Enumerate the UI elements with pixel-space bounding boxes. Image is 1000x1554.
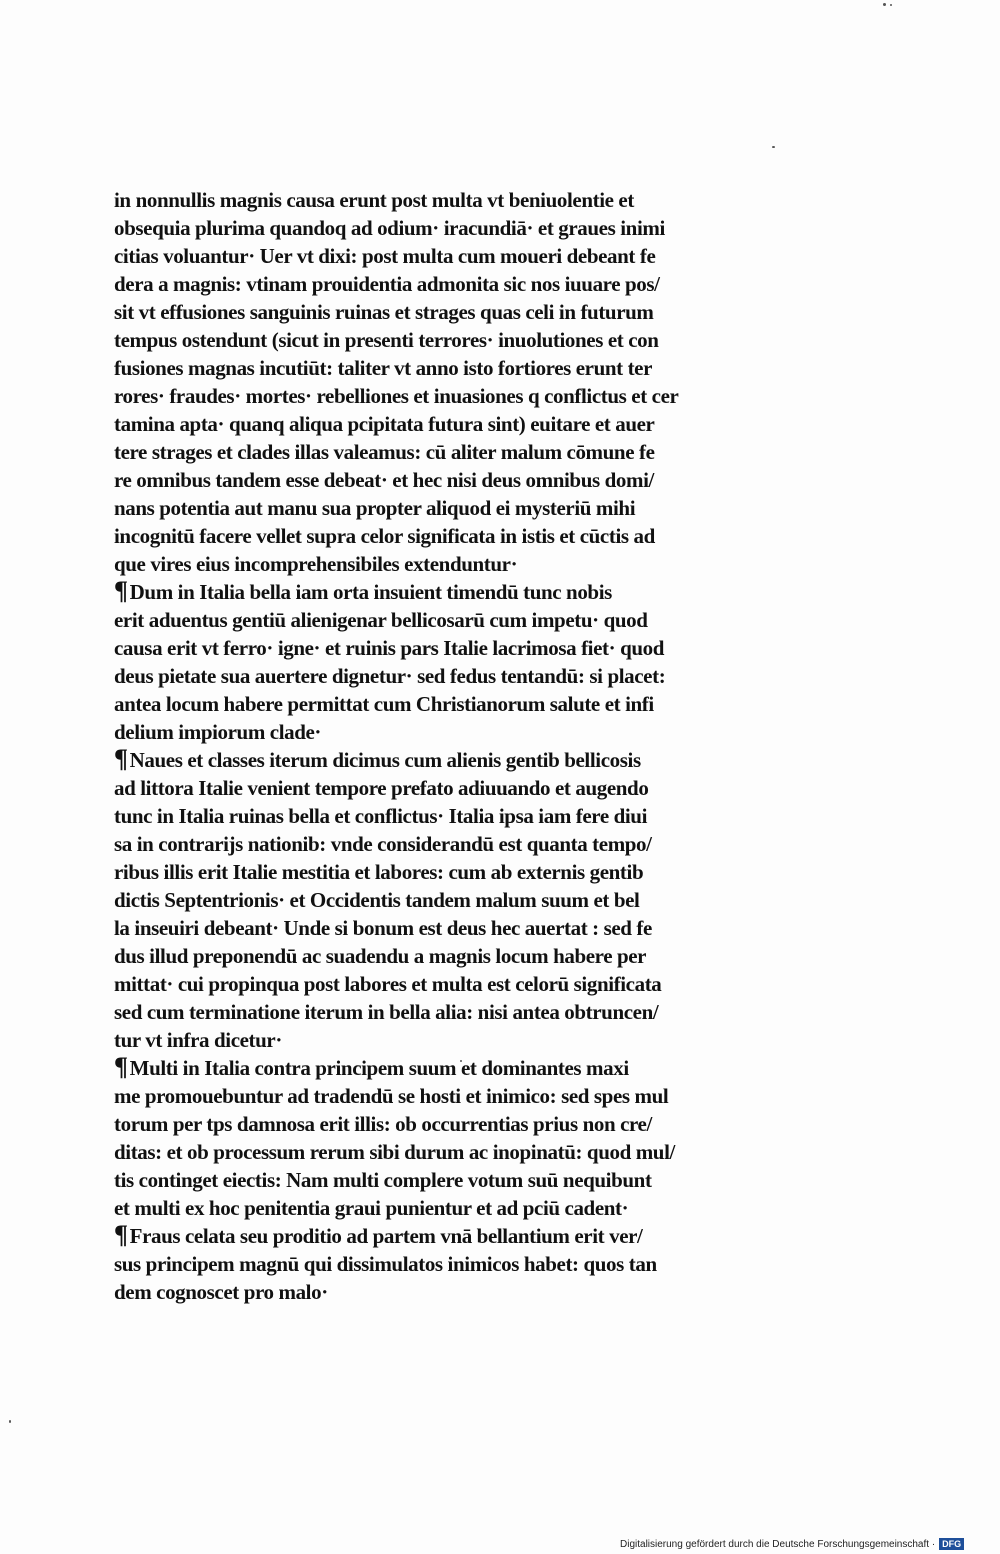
text-line: obsequia plurima quandoq ad odium· iracundiā· et graues inimi [114,216,665,240]
text-line: ditas: et ob processum rerum sibi durum ac inopinatū: quod mul/ [114,1140,675,1164]
text-line: deus pietate sua auertere dignetur· sed fedus tentandū: si placet: [114,664,666,688]
digitization-footer [620,1537,964,1551]
text-line: rores· fraudes· mortes· rebelliones et inuasiones q conflictus et cer [114,384,679,408]
dfg-logo-icon: DFG [939,1538,964,1550]
text-line: dem cognoscet pro malo· [114,1280,328,1304]
scan-speck [772,146,775,148]
text-line: ribus illis erit Italie mestitia et labores: cum ab externis gentib [114,860,644,884]
text-line: erit aduentus gentiū alienigenar bellicosarū cum impetu· quod [114,608,648,632]
paragraph-mark-icon: ¶ [114,1054,128,1081]
text-line: ad littora Italie venient tempore prefato adiuuando et augendo [114,776,649,800]
paragraph-start-line [114,1054,834,1082]
text-line: in nonnullis magnis causa erunt post multa vt beniuolentie et [114,188,634,212]
scan-speck [9,1420,11,1423]
text-line: incognitū facere vellet supra celor significata in istis et cūctis ad [114,524,655,548]
scan-speck [883,3,886,6]
footer-text: Digitalisierung gefördert durch die Deutsche Forschungsgemeinschaft · [620,1538,936,1550]
text-line: fusiones magnas incutiūt: taliter vt anno isto fortiores erunt ter [114,356,653,380]
text-line: tamina apta· quanq aliqua pcipitata futura sint) euitare et auer [114,412,655,436]
text-line: citias voluantur· Uer vt dixi: post multa cum moueri debeant fe [114,244,656,268]
text-line: delium impiorum clade· [114,720,322,744]
text-line: tempus ostendunt (sicut in presenti terrores· inuolutiones et con [114,328,659,352]
text-line: me promouebuntur ad tradendū se hosti et inimico: sed spes mul [114,1084,669,1108]
text-line: Fraus celata seu proditio ad partem vnā bellantium erit ver/ [129,1224,643,1248]
text-line: mittat· cui propinqua post labores et multa est celorū significata [114,972,662,996]
text-line: nans potentia aut manu sua propter aliquod ei mysteriū mihi [114,496,636,520]
text-line: tere strages et clades illas valeamus: cū aliter malum cōmune fe [114,440,655,464]
text-line: antea locum habere permittat cum Christianorum salute et infi [114,692,654,716]
text-line: et multi ex hoc penitentia graui punientur et ad pciū cadent· [114,1196,629,1220]
text-line: tis continget eiectis: Nam multi complere votum suū nequibunt [114,1168,652,1192]
text-line: sit vt effusiones sanguinis ruinas et strages quas celi in futurum [114,300,654,324]
paragraph-start-line [114,746,834,774]
text-line: sed cum terminatione iterum in bella alia: nisi antea obtruncen/ [114,1000,659,1024]
body-text [114,186,834,1306]
text-line: la inseuiri debeant· Unde si bonum est deus hec auertat : sed fe [114,916,652,940]
text-line: dictis Septentrionis· et Occidentis tandem malum suum et bel [114,888,640,912]
paragraph-mark-icon: ¶ [114,1222,128,1249]
paragraph-mark-icon: ¶ [114,578,128,605]
text-line: re omnibus tandem esse debeat· et hec nisi deus omnibus domi/ [114,468,654,492]
paragraph-start-line [114,578,834,606]
text-line: sa in contrarijs nationib: vnde considerandū est quanta tempo/ [114,832,652,856]
text-line: sus principem magnū qui dissimulatos inimicos habet: quos tan [114,1252,657,1276]
text-line: torum per tps damnosa erit illis: ob occurrentias prius non cre/ [114,1112,652,1136]
paragraph-start-line [114,1222,834,1250]
text-line: Dum in Italia bella iam orta insuient timendū tunc nobis [129,580,612,604]
scan-speck [890,4,892,6]
text-line: dera a magnis: vtinam prouidentia admonita sic nos iuuare pos/ [114,272,660,296]
text-line: dus illud preponendū ac suadendu a magnis locum habere per [114,944,647,968]
paragraph-mark-icon: ¶ [114,746,128,773]
text-line: que vires eius incomprehensibiles extenduntur· [114,552,518,576]
text-line: tur vt infra dicetur· [114,1028,282,1052]
text-line: Multi in Italia contra principem suum et dominantes maxi [129,1056,629,1080]
text-line: Naues et classes iterum dicimus cum alienis gentib bellicosis [129,748,641,772]
text-line: tunc in Italia ruinas bella et conflictus· Italia ipsa iam fere diui [114,804,648,828]
text-line: causa erit vt ferro· igne· et ruinis pars Italie lacrimosa fiet· quod [114,636,665,660]
